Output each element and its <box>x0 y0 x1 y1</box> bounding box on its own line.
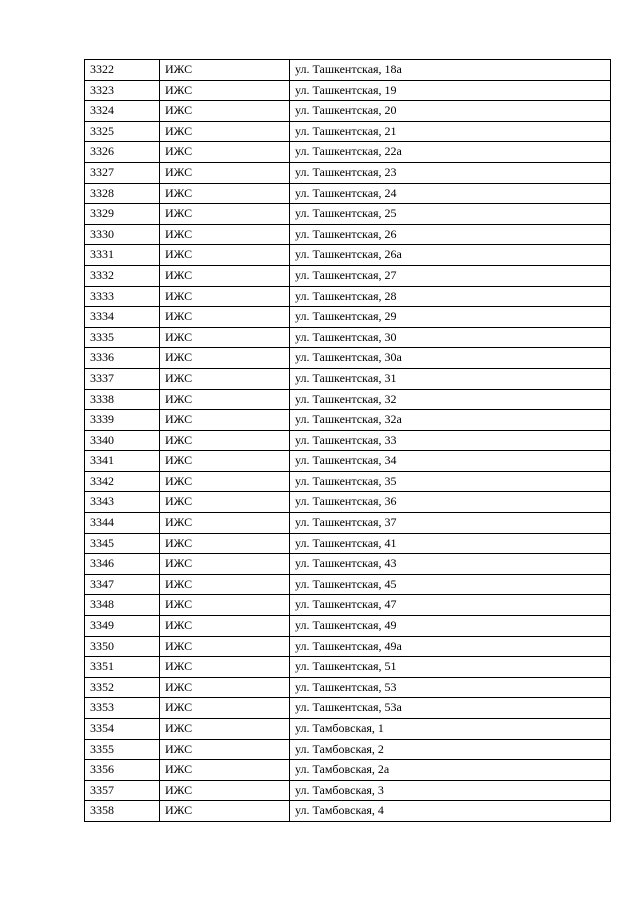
row-number-cell: 3324 <box>85 101 160 122</box>
table-row <box>85 183 611 204</box>
address-cell: ул. Ташкентская, 27 <box>290 265 611 286</box>
table-row <box>85 677 611 698</box>
building-type-cell: ИЖС <box>160 80 290 101</box>
address-cell: ул. Ташкентская, 28 <box>290 286 611 307</box>
row-number-cell: 3342 <box>85 471 160 492</box>
registry-table-body <box>85 60 611 822</box>
row-number-cell: 3348 <box>85 595 160 616</box>
table-row <box>85 636 611 657</box>
building-type-cell: ИЖС <box>160 121 290 142</box>
table-row <box>85 492 611 513</box>
row-number-cell: 3338 <box>85 389 160 410</box>
row-number-cell: 3345 <box>85 533 160 554</box>
building-type-cell: ИЖС <box>160 410 290 431</box>
building-type-cell: ИЖС <box>160 657 290 678</box>
address-cell: ул. Ташкентская, 45 <box>290 574 611 595</box>
row-number-cell: 3333 <box>85 286 160 307</box>
building-type-cell: ИЖС <box>160 513 290 534</box>
table-row <box>85 286 611 307</box>
row-number-cell: 3357 <box>85 780 160 801</box>
table-row <box>85 327 611 348</box>
address-cell: ул. Ташкентская, 29 <box>290 307 611 328</box>
table-row <box>85 430 611 451</box>
building-type-cell: ИЖС <box>160 698 290 719</box>
table-row <box>85 162 611 183</box>
row-number-cell: 3350 <box>85 636 160 657</box>
building-type-cell: ИЖС <box>160 101 290 122</box>
address-cell: ул. Тамбовская, 4 <box>290 801 611 822</box>
address-cell: ул. Ташкентская, 22а <box>290 142 611 163</box>
row-number-cell: 3332 <box>85 265 160 286</box>
row-number-cell: 3326 <box>85 142 160 163</box>
building-type-cell: ИЖС <box>160 307 290 328</box>
row-number-cell: 3358 <box>85 801 160 822</box>
building-type-cell: ИЖС <box>160 719 290 740</box>
address-cell: ул. Ташкентская, 30 <box>290 327 611 348</box>
building-type-cell: ИЖС <box>160 677 290 698</box>
row-number-cell: 3351 <box>85 657 160 678</box>
row-number-cell: 3327 <box>85 162 160 183</box>
table-row <box>85 204 611 225</box>
address-cell: ул. Тамбовская, 2а <box>290 760 611 781</box>
address-cell: ул. Ташкентская, 37 <box>290 513 611 534</box>
row-number-cell: 3341 <box>85 451 160 472</box>
row-number-cell: 3347 <box>85 574 160 595</box>
building-type-cell: ИЖС <box>160 739 290 760</box>
table-row <box>85 739 611 760</box>
row-number-cell: 3335 <box>85 327 160 348</box>
address-cell: ул. Ташкентская, 53 <box>290 677 611 698</box>
address-cell: ул. Тамбовская, 2 <box>290 739 611 760</box>
table-row <box>85 265 611 286</box>
address-cell: ул. Ташкентская, 47 <box>290 595 611 616</box>
building-type-cell: ИЖС <box>160 368 290 389</box>
row-number-cell: 3328 <box>85 183 160 204</box>
building-type-cell: ИЖС <box>160 327 290 348</box>
address-cell: ул. Ташкентская, 41 <box>290 533 611 554</box>
row-number-cell: 3353 <box>85 698 160 719</box>
address-registry-table <box>84 59 611 822</box>
table-row <box>85 142 611 163</box>
address-cell: ул. Ташкентская, 53а <box>290 698 611 719</box>
table-row <box>85 657 611 678</box>
address-cell: ул. Ташкентская, 19 <box>290 80 611 101</box>
address-cell: ул. Ташкентская, 43 <box>290 554 611 575</box>
row-number-cell: 3329 <box>85 204 160 225</box>
row-number-cell: 3322 <box>85 60 160 81</box>
row-number-cell: 3339 <box>85 410 160 431</box>
address-cell: ул. Ташкентская, 23 <box>290 162 611 183</box>
address-cell: ул. Ташкентская, 25 <box>290 204 611 225</box>
address-cell: ул. Ташкентская, 33 <box>290 430 611 451</box>
table-row <box>85 224 611 245</box>
table-row <box>85 368 611 389</box>
building-type-cell: ИЖС <box>160 204 290 225</box>
row-number-cell: 3354 <box>85 719 160 740</box>
address-cell: ул. Ташкентская, 49 <box>290 616 611 637</box>
building-type-cell: ИЖС <box>160 574 290 595</box>
row-number-cell: 3356 <box>85 760 160 781</box>
address-cell: ул. Ташкентская, 26 <box>290 224 611 245</box>
table-row <box>85 616 611 637</box>
table-row <box>85 389 611 410</box>
row-number-cell: 3355 <box>85 739 160 760</box>
building-type-cell: ИЖС <box>160 801 290 822</box>
table-row <box>85 307 611 328</box>
row-number-cell: 3334 <box>85 307 160 328</box>
table-row <box>85 471 611 492</box>
row-number-cell: 3337 <box>85 368 160 389</box>
building-type-cell: ИЖС <box>160 780 290 801</box>
building-type-cell: ИЖС <box>160 183 290 204</box>
address-cell: ул. Ташкентская, 35 <box>290 471 611 492</box>
building-type-cell: ИЖС <box>160 760 290 781</box>
address-cell: ул. Ташкентская, 26а <box>290 245 611 266</box>
table-row <box>85 245 611 266</box>
row-number-cell: 3330 <box>85 224 160 245</box>
building-type-cell: ИЖС <box>160 471 290 492</box>
table-row <box>85 719 611 740</box>
table-row <box>85 533 611 554</box>
address-cell: ул. Тамбовская, 3 <box>290 780 611 801</box>
table-row <box>85 348 611 369</box>
address-cell: ул. Ташкентская, 51 <box>290 657 611 678</box>
building-type-cell: ИЖС <box>160 554 290 575</box>
address-cell: ул. Ташкентская, 31 <box>290 368 611 389</box>
table-row <box>85 451 611 472</box>
address-cell: ул. Ташкентская, 36 <box>290 492 611 513</box>
building-type-cell: ИЖС <box>160 451 290 472</box>
row-number-cell: 3336 <box>85 348 160 369</box>
row-number-cell: 3340 <box>85 430 160 451</box>
building-type-cell: ИЖС <box>160 430 290 451</box>
address-cell: ул. Ташкентская, 20 <box>290 101 611 122</box>
row-number-cell: 3325 <box>85 121 160 142</box>
table-row <box>85 121 611 142</box>
table-row <box>85 595 611 616</box>
address-cell: ул. Ташкентская, 49а <box>290 636 611 657</box>
building-type-cell: ИЖС <box>160 224 290 245</box>
table-row <box>85 101 611 122</box>
row-number-cell: 3344 <box>85 513 160 534</box>
address-cell: ул. Ташкентская, 32а <box>290 410 611 431</box>
building-type-cell: ИЖС <box>160 245 290 266</box>
row-number-cell: 3323 <box>85 80 160 101</box>
table-row <box>85 760 611 781</box>
building-type-cell: ИЖС <box>160 616 290 637</box>
row-number-cell: 3331 <box>85 245 160 266</box>
building-type-cell: ИЖС <box>160 286 290 307</box>
table-row <box>85 80 611 101</box>
table-row <box>85 780 611 801</box>
row-number-cell: 3352 <box>85 677 160 698</box>
address-cell: ул. Ташкентская, 30а <box>290 348 611 369</box>
row-number-cell: 3346 <box>85 554 160 575</box>
building-type-cell: ИЖС <box>160 142 290 163</box>
address-cell: ул. Ташкентская, 24 <box>290 183 611 204</box>
row-number-cell: 3343 <box>85 492 160 513</box>
address-cell: ул. Ташкентская, 34 <box>290 451 611 472</box>
table-row <box>85 513 611 534</box>
building-type-cell: ИЖС <box>160 595 290 616</box>
table-row <box>85 698 611 719</box>
building-type-cell: ИЖС <box>160 265 290 286</box>
building-type-cell: ИЖС <box>160 492 290 513</box>
building-type-cell: ИЖС <box>160 348 290 369</box>
table-row <box>85 554 611 575</box>
building-type-cell: ИЖС <box>160 60 290 81</box>
address-cell: ул. Ташкентская, 18а <box>290 60 611 81</box>
building-type-cell: ИЖС <box>160 162 290 183</box>
address-cell: ул. Тамбовская, 1 <box>290 719 611 740</box>
table-row <box>85 801 611 822</box>
row-number-cell: 3349 <box>85 616 160 637</box>
building-type-cell: ИЖС <box>160 389 290 410</box>
building-type-cell: ИЖС <box>160 636 290 657</box>
table-row <box>85 410 611 431</box>
address-cell: ул. Ташкентская, 21 <box>290 121 611 142</box>
table-row <box>85 574 611 595</box>
table-row <box>85 60 611 81</box>
address-cell: ул. Ташкентская, 32 <box>290 389 611 410</box>
building-type-cell: ИЖС <box>160 533 290 554</box>
